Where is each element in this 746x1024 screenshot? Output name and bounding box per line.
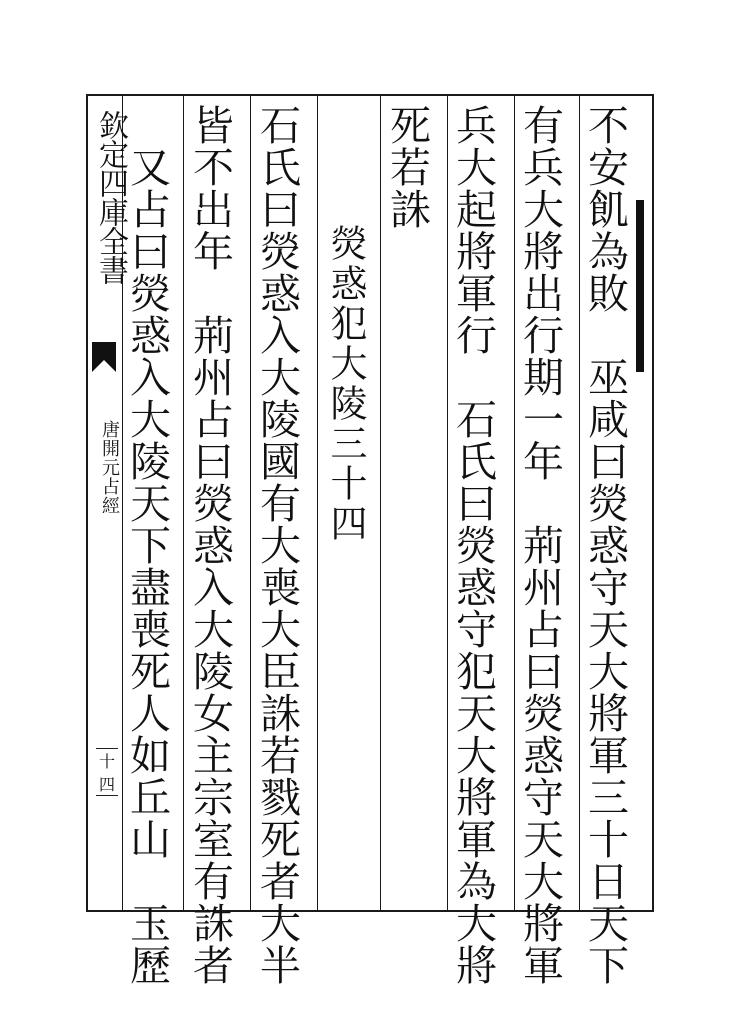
section-heading: 熒惑犯大陵三十四 — [324, 224, 367, 544]
text-column-8: 又占曰熒惑入大陵天下盡喪死人如丘山 玉歷 — [123, 146, 171, 986]
text-column-6: 石氏曰熒惑入大陵國有大喪大臣誅若戮死者大半 — [253, 104, 301, 986]
page-number: 十四 — [96, 748, 118, 796]
book-title: 欽定四庫全書 — [93, 110, 128, 284]
text-column-1: 不安飢為敗 巫咸曰熒惑守天大將軍三十日天下 — [581, 104, 629, 986]
column-divider — [317, 96, 318, 910]
text-column-7: 皆不出年 荊州占曰熒惑入大陵女主宗室有誅者 — [186, 104, 234, 986]
text-column-4: 死若誅 — [383, 104, 431, 230]
column-divider — [380, 96, 381, 910]
column-divider — [250, 96, 251, 910]
column-divider — [514, 96, 515, 910]
outer-frame-top — [86, 94, 654, 96]
column-tab-mark — [636, 200, 644, 372]
outer-frame-bottom — [86, 910, 654, 912]
column-divider — [579, 96, 580, 910]
text-column-3: 兵大起將軍行 石氏曰熒惑守犯天大將軍為大將 — [449, 104, 497, 986]
chapter-title: 唐開元占經 — [99, 420, 120, 515]
text-column-2: 有兵大將出行期一年 荊州占曰熒惑守天大將軍 — [516, 104, 564, 986]
column-divider — [183, 96, 184, 910]
column-divider — [447, 96, 448, 910]
fish-tail-mark — [92, 342, 116, 372]
outer-frame-right — [652, 94, 654, 912]
